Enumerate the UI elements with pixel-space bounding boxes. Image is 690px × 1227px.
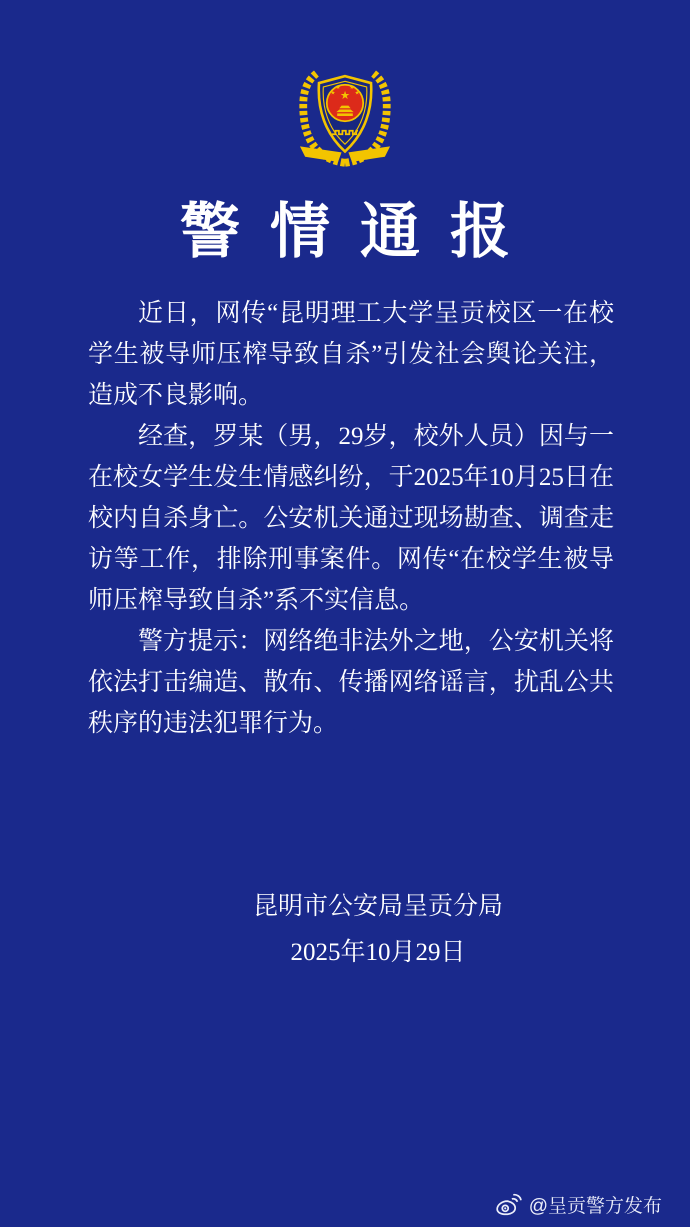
weibo-handle: @呈贡警方发布 bbox=[528, 1196, 662, 1217]
notice-paragraph-3: 警方提示：网络绝非法外之地，公安机关将依法打击编造、散布、传播网络谣言，扰乱公共秩序的违法犯罪行为。 bbox=[88, 628, 614, 737]
svg-text:★: ★ bbox=[354, 90, 360, 97]
emblem-container bbox=[0, 0, 690, 174]
notice-title: 警情通报 bbox=[180, 199, 540, 265]
notice-paragraph-2: 经查，罗某（男，29岁，校外人员）因与一在校女学生发生情感纠纷，于2025年10月25日在校内自杀身亡。公安机关通过现场勘查、调查走访等工作，排除刑事案件。网传“在校学生被导师压榨导致自杀”系不实信息。 bbox=[88, 423, 614, 614]
weibo-icon bbox=[495, 1193, 522, 1216]
svg-text:★: ★ bbox=[335, 85, 341, 92]
issue-date: 2025年10月29日 bbox=[290, 939, 466, 966]
signature-block bbox=[33, 884, 690, 976]
notice-body bbox=[0, 293, 690, 744]
svg-text:★: ★ bbox=[330, 90, 336, 97]
svg-text:★: ★ bbox=[349, 85, 355, 92]
svg-text:★: ★ bbox=[339, 89, 351, 103]
police-badge-icon bbox=[293, 58, 397, 174]
notice-paragraph-1: 近日，网传“昆明理工大学呈贡校区一在校学生被导师压榨导致自杀”引发社会舆论关注，造成不良影响。 bbox=[88, 300, 614, 409]
issuing-agency: 昆明市公安局呈贡分局 bbox=[252, 893, 503, 920]
weibo-watermark bbox=[495, 1191, 662, 1218]
